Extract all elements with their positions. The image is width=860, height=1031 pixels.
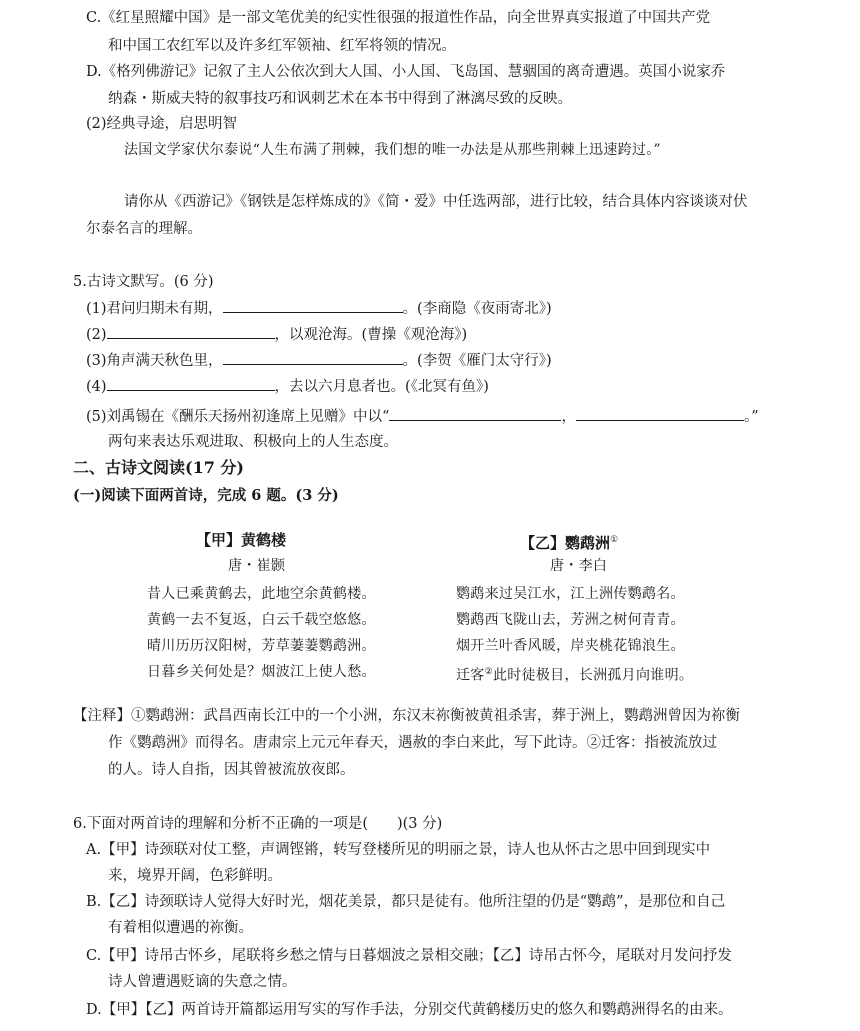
voltaire-quote: 法国文学家伏尔泰说“人生布满了荆棘，我们想的唯一办法是从那些荆棘上迅速跨过。” [124, 142, 662, 158]
footnote-marker: ② [484, 667, 493, 677]
option-c-line1-q6: C.【甲】诗吊古怀乡，尾联将乡愁之情与日暮烟波之景相交融；【乙】诗吊古怀今，尾联对月发问抒发 [86, 948, 732, 964]
poem-jia-line-2: 黄鹤一去不复返，白云千载空悠悠。 [147, 612, 376, 628]
q5-item-5-comma: ， [561, 409, 576, 425]
poem-jia-author: 唐・崔颢 [228, 558, 286, 574]
q5-item-4 [86, 376, 489, 397]
option-d-line2: 纳森・斯威夫特的叙事技巧和讽刺艺术在本书中得到了淋漓尽致的反映。 [108, 91, 572, 107]
q5-item-1 [86, 298, 552, 319]
notes-line1: 【注释】①鹦鹉洲：武昌西南长江中的一个小洲，东汉末祢衡被黄祖杀害，葬于洲上，鹦鹉洲曾因为祢衡 [73, 708, 740, 724]
footnote-marker: ① [610, 535, 619, 545]
q5-item-5 [86, 406, 759, 427]
q5-item-1-source: 。(李商隐《夜雨寄北》) [402, 301, 552, 317]
section-2-sub1: (一)阅读下面两首诗，完成 6 题。(3 分) [73, 487, 339, 504]
answer-blank[interactable] [107, 324, 275, 339]
option-a-line2: 来，境界开阔，色彩鲜明。 [108, 868, 282, 884]
option-b-line2: 有着相似遭遇的祢衡。 [108, 920, 253, 936]
poem-yi-line-2: 鹦鹉西飞陇山去，芳洲之树何青青。 [456, 612, 685, 628]
q5-item-3-source: 。(李贺《雁门太守行》) [402, 353, 552, 369]
poem-yi-line-4-start: 迁客 [456, 667, 485, 684]
prompt-line1: 请你从《西游记》《钢铁是怎样炼成的》《简・爱》中任选两部，进行比较，结合具体内容谈谈对伏 [124, 194, 748, 210]
q5-item-5-close: 。” [743, 409, 759, 425]
poem-yi-title-text: 【乙】鹦鹉洲 [520, 534, 611, 552]
q5-item-2 [86, 324, 467, 345]
option-d-line1: D.《格列佛游记》记叙了主人公依次到大人国、小人国、飞岛国、慧骃国的离奇遭遇。英国小说家乔 [86, 64, 726, 80]
subquestion-2-title: (2)经典寻途，启思明智 [86, 116, 238, 132]
poem-yi-line-1: 鹦鹉来过吴江水，江上洲传鹦鹉名。 [456, 586, 685, 602]
option-c-line2: 和中国工农红军以及许多红军领袖、红军将领的情况。 [108, 38, 456, 54]
q5-item-5-text: (5)刘禹锡在《酬乐天扬州初逢席上见赠》中以“ [86, 409, 390, 425]
answer-blank[interactable] [223, 350, 403, 365]
answer-blank[interactable] [576, 406, 744, 421]
answer-blank[interactable] [223, 298, 403, 313]
question-5-title: 5.古诗文默写。(6 分) [73, 274, 214, 290]
option-d-line1-q6: D.【甲】【乙】两首诗开篇都运用写实的写作手法，分别交代黄鹤楼历史的悠久和鹦鹉洲得名的由来。 [86, 1002, 733, 1018]
poem-jia-line-4: 日暮乡关何处是？烟波江上使人愁。 [147, 664, 376, 680]
poem-yi-author: 唐・李白 [550, 558, 608, 574]
poem-jia-line-3: 晴川历历汉阳树，芳草萋萋鹦鹉洲。 [147, 638, 376, 654]
poem-jia-title: 【甲】黄鹤楼 [196, 531, 287, 549]
q5-item-3 [86, 350, 552, 371]
poem-yi-line-3: 烟开兰叶香风暖，岸夹桃花锦浪生。 [456, 638, 685, 654]
question-6-stem: 6.下面对两首诗的理解和分析不正确的一项是( )(3 分) [73, 816, 443, 832]
option-b-line1: B.【乙】诗颈联诗人觉得大好时光，烟花美景，都只是徒有。他所注望的仍是“鹦鹉”，是那位和自己 [86, 894, 726, 910]
option-c-line1: C.《红星照耀中国》是一部文笔优美的纪实性很强的报道性作品，向全世界真实报道了中国共产党 [86, 10, 711, 26]
option-a-line1: A.【甲】诗颈联对仗工整，声调铿锵，转写登楼所见的明丽之景，诗人也从怀古之思中回到现实中 [86, 842, 711, 858]
option-c-line2-q6: 诗人曾遭遇贬谪的失意之情。 [108, 974, 297, 990]
prompt-line2: 尔泰名言的理解。 [86, 221, 202, 237]
q5-item-4-num: (4) [86, 379, 107, 395]
section-2-heading: 二、古诗文阅读(17 分) [73, 458, 244, 477]
poem-yi-title [520, 530, 618, 553]
q5-item-2-num: (2) [86, 327, 107, 343]
q5-item-4-text: ，去以六月息者也。(《北冥有鱼》) [274, 379, 489, 395]
answer-blank[interactable] [107, 376, 275, 391]
poem-yi-line-4-rest: 此时徒极目，长洲孤月向谁明。 [492, 667, 694, 684]
answer-blank[interactable] [389, 406, 561, 421]
q5-item-1-text: (1)君问归期未有期， [86, 301, 223, 317]
q5-item-5-line2: 两句来表达乐观进取、积极向上的人生态度。 [108, 434, 398, 450]
poem-jia-line-1: 昔人已乘黄鹤去，此地空余黄鹤楼。 [147, 586, 376, 602]
notes-line2: 作《鹦鹉洲》而得名。唐肃宗上元元年春天，遇赦的李白来此，写下此诗。②迁客：指被流放过 [108, 735, 717, 751]
q5-item-2-text: ，以观沧海。(曹操《观沧海》) [274, 327, 468, 343]
q5-item-3-text: (3)角声满天秋色里， [86, 353, 223, 369]
poem-yi-line-4 [456, 662, 693, 686]
notes-line3: 的人。诗人自指，因其曾被流放夜郎。 [108, 762, 355, 778]
